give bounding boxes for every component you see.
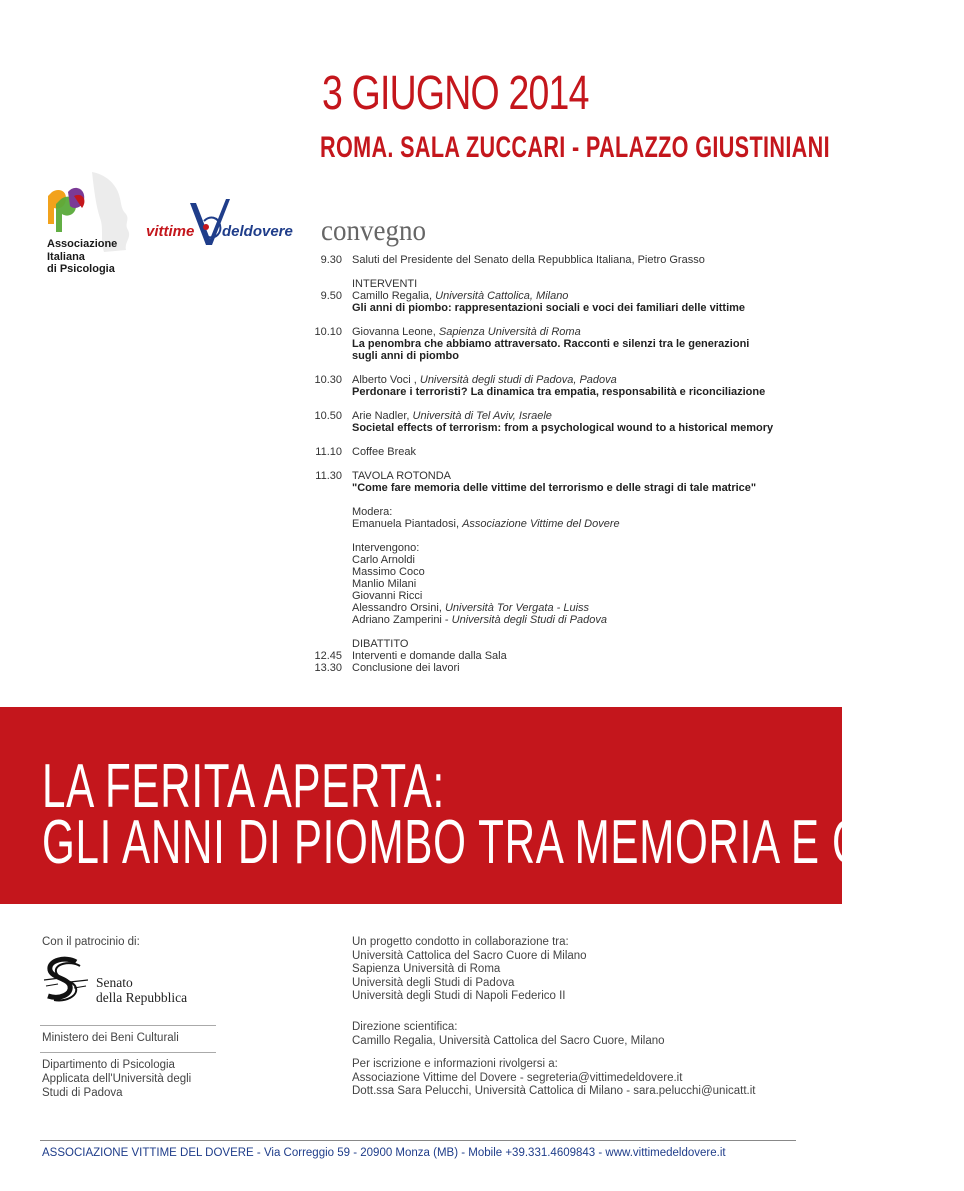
participant: Giovanni Ricci: [352, 590, 423, 602]
modera-label: Modera:: [352, 506, 393, 518]
program-speaker: [342, 410, 820, 422]
senato-logo-icon: [40, 956, 92, 1006]
university: Università degli Studi di Padova: [352, 976, 515, 989]
dipartimento-text: [42, 1058, 232, 1100]
convegno-heading: convegno: [321, 214, 426, 247]
aip-logo-text: [47, 238, 117, 276]
program-text: Saluti del Presidente del Senato della Repubblica Italiana, Pietro Grasso: [352, 254, 705, 266]
footer-divider: [40, 1140, 796, 1141]
interventi-label: INTERVENTI: [352, 278, 418, 290]
dip-line-2: Applicata dell'Università degli: [42, 1073, 192, 1085]
direzione-text: Camillo Regalia, Università Cattolica del Sacro Cuore, Milano: [352, 1034, 665, 1047]
dip-line-1: Dipartimento di Psicologia: [42, 1059, 175, 1071]
ministero-text: Ministero dei Beni Culturali: [42, 1032, 179, 1044]
talk-title-cont: sugli anni di piombo: [352, 350, 459, 362]
program-item: [300, 470, 820, 482]
speaker-name: Alberto Voci ,: [352, 374, 420, 386]
divider: [40, 1025, 216, 1026]
program-time: 9.50: [320, 290, 342, 302]
program-item: [300, 278, 820, 290]
talk-title: Societal effects of terrorism: from a psychological wound to a historical memory: [352, 422, 774, 434]
program-time: 11.30: [315, 470, 342, 482]
event-venue: ROMA. SALA ZUCCARI - PALAZZO GIUSTINIANI: [320, 131, 830, 164]
speaker-affiliation: Sapienza Università di Roma: [438, 326, 581, 338]
program-time: 13.30: [314, 662, 342, 674]
program-speaker: [342, 326, 820, 338]
participant: Carlo Arnoldi: [352, 554, 415, 566]
university: Università degli Studi di Napoli Federico II: [352, 990, 566, 1002]
patrocinio-label: Con il patrocinio di:: [42, 936, 140, 948]
program-text: Coffee Break: [352, 446, 417, 458]
roundtable-title: "Come fare memoria delle vittime del terrorismo e delle stragi di tale matrice": [352, 482, 757, 494]
aip-line-3: di Psicologia: [47, 263, 115, 275]
participant: Manlio Milani: [352, 578, 417, 590]
divider: [40, 1052, 216, 1053]
program-speaker: [342, 374, 820, 386]
program-item: [300, 374, 820, 386]
iscrizione-label: Per iscrizione e informazioni rivolgersi a:: [352, 1058, 558, 1070]
footer-address: ASSOCIAZIONE VITTIME DEL DOVERE - Via Correggio 59 - 20900 Monza (MB) - Mobile +39.331.4609843 - www.vittimedeldovere.it: [42, 1147, 726, 1159]
moderator-name: Emanuela Piantadosi,: [352, 518, 463, 530]
program-speaker: [342, 290, 820, 302]
participant-name: Alessandro Orsini,: [352, 602, 445, 614]
participant-name: Adriano Zamperini -: [352, 614, 452, 626]
program-time: 10.30: [314, 374, 342, 386]
avd-logo-word-2: deldovere: [222, 223, 293, 240]
dip-line-3: Studi di Padova: [42, 1087, 123, 1099]
main-title-line-1: LA FERITA APERTA:: [42, 752, 445, 821]
program-text: Conclusione dei lavori: [352, 662, 460, 674]
intervengono-label: Intervengono:: [352, 542, 420, 554]
program-item: [300, 290, 820, 302]
speaker-affiliation: Università di Tel Aviv, Israele: [412, 410, 552, 422]
program-time: 11.10: [315, 446, 342, 458]
contact-line: Dott.ssa Sara Pelucchi, Università Cattolica di Milano - sara.pelucchi@unicatt.it: [352, 1085, 756, 1097]
senato-line-2: della Repubblica: [96, 990, 188, 1005]
participant: [342, 614, 820, 626]
speaker-affiliation: Università degli studi di Padova, Padova: [419, 374, 617, 386]
main-title-line-2: GLI ANNI DI PIOMBO TRA MEMORIA E OBLIO: [42, 808, 964, 877]
speaker-affiliation: Università Cattolica, Milano: [435, 290, 569, 302]
moderator-affiliation: Associazione Vittime del Dovere: [462, 518, 620, 530]
avd-logo-word-1: vittime: [146, 223, 195, 240]
event-date: 3 GIUGNO 2014: [322, 67, 589, 120]
university: Sapienza Università di Roma: [352, 963, 501, 975]
aip-line-1: Associazione: [47, 238, 118, 250]
participant: [342, 602, 820, 614]
university: Università Cattolica del Sacro Cuore di Milano: [352, 949, 587, 962]
senato-text: [96, 975, 187, 1005]
speaker-name: Camillo Regalia,: [352, 290, 436, 302]
program-time: 10.50: [314, 410, 342, 422]
program: [300, 254, 820, 674]
talk-title: La penombra che abbiamo attraversato. Racconti e silenzi tra le generazioni: [352, 338, 750, 350]
program-time: 10.10: [314, 326, 342, 338]
direzione-block: [352, 1021, 822, 1048]
speaker-name: Arie Nadler,: [352, 410, 413, 422]
participant: Massimo Coco: [352, 566, 425, 578]
dibattito-label: DIBATTITO: [352, 638, 409, 650]
progetto-block: [352, 936, 822, 1004]
program-item: [300, 410, 820, 422]
program-time: 9.30: [320, 254, 342, 266]
program-time: 12.45: [314, 650, 342, 662]
contact-line: Associazione Vittime del Dovere - segreteria@vittimedeldovere.it: [352, 1071, 683, 1084]
aip-line-2: Italiana: [47, 250, 85, 263]
participant-affiliation: Università degli Studi di Padova: [451, 614, 607, 626]
program-item: [300, 650, 820, 662]
iscrizione-block: [352, 1058, 822, 1099]
moderator: [342, 518, 820, 530]
progetto-label: Un progetto condotto in collaborazione tra:: [352, 936, 569, 948]
program-text: Interventi e domande dalla Sala: [352, 650, 507, 662]
vittime-del-dovere-logo-icon: [146, 195, 293, 255]
program-item: [300, 254, 820, 266]
program-item: [300, 326, 820, 338]
program-item: [300, 662, 820, 674]
program-text: TAVOLA ROTONDA: [352, 470, 452, 482]
talk-title: Gli anni di piombo: rappresentazioni sociali e voci dei familiari delle vittime: [352, 302, 746, 314]
program-item: [300, 446, 820, 458]
talk-title: Perdonare i terroristi? La dinamica tra empatia, responsabilità e riconciliazione: [352, 386, 766, 398]
participant-affiliation: Università Tor Vergata - Luiss: [444, 602, 590, 614]
speaker-name: Giovanna Leone,: [352, 326, 439, 338]
direzione-label: Direzione scientifica:: [352, 1021, 458, 1033]
senato-line-1: Senato: [96, 975, 133, 990]
